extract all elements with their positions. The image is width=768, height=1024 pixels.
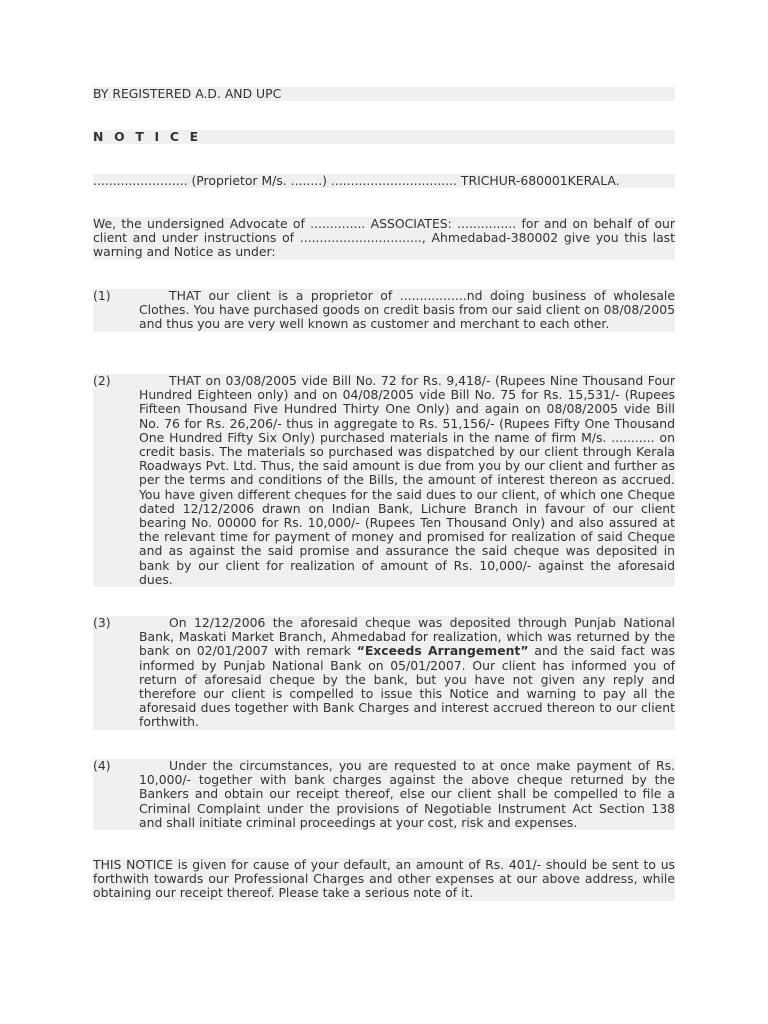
clause-text: Under the circumstances, you are requested to at once make payment of Rs. 10,000/- together with bank charges against the above cheque returned by the Bankers and obtain our receipt thereof, else our client shall be compelled to file a Criminal Complaint under the provisions of Negotiable Instrument Act Section 138 and shall initiate criminal proceedings at your cost, risk and expenses.: [139, 758, 675, 830]
clause-1: [93, 289, 675, 332]
closing-paragraph: THIS NOTICE is given for cause of your default, an amount of Rs. 401/- should be sent to us forthwith towards our Professional Charges and other expenses at our above address, while obtaining our receipt thereof. Please take a serious note of it.: [93, 857, 675, 901]
clause-number: (3): [93, 615, 111, 630]
clause-number: (1): [93, 288, 111, 303]
intro-paragraph: We, the undersigned Advocate of .............. ASSOCIATES: ............... for and on behalf of our client and under instructions of ..............................., Ahmedabad-380002 give you this last warning and Notice as under:: [93, 216, 675, 260]
notice-heading: N O T I C E: [93, 130, 675, 144]
clause-number: (4): [93, 758, 111, 773]
clause-text: THAT our client is a proprietor of .................nd doing business of wholesale Clothes. You have purchased goods on credit basis from our said client on 08/08/2005 and thus you are very well known as customer and merchant to each other.: [139, 288, 675, 332]
remark-emphasis: “Exceeds Arrangement”: [356, 643, 529, 659]
clause-number: (2): [93, 373, 111, 388]
clause-text: [139, 616, 675, 730]
clause-text-part: On 12/12/2006 the aforesaid cheque was deposited through Punjab National Bank, Maskati Market Branch, Ahmedabad for realization, which was returned by the bank on 02/01/2007 with remark: [139, 615, 675, 659]
clause-3: [93, 616, 675, 730]
clause-text-part: and the said fact was informed by Punjab National Bank on 05/01/2007. Our client has informed you of return of aforesaid cheque by the bank, but you have not given any reply and therefore our client is compelled to issue this Notice and warning to pay all the aforesaid dues together with Bank Charges and interest accrued thereon to our client forthwith.: [139, 643, 675, 730]
clause-text: THAT on 03/08/2005 vide Bill No. 72 for Rs. 9,418/- (Rupees Nine Thousand Four Hundred Eighteen only) and on 04/08/2005 vide Bill No. 75 for Rs. 15,531/- (Rupees Fifteen Thousand Five Hundred Thirty One Only) and again on 08/08/2005 vide Bill No. 76 for Rs. 26,206/- thus in aggregate to Rs. 51,156/- (Rupees Fifty One Thousand One Hundred Fifty Six Only) purchased materials in the name of firm M/s. ........... on credit basis. The materials so purchased was dispatched by our client through Kerala Roadways Pvt. Ltd. Thus, the said amount is due from you by our client and further as per the terms and conditions of the Bills, the amount of interest thereon as accrued. You have given different cheques for the said dues to our client, of which one Cheque dated 12/12/2006 drawn on Indian Bank, Lichure Branch in favour of our client bearing No. 00000 for Rs. 10,000/- (Rupees Ten Thousand Only) and also assured at the relevant time for payment of money and promised for realization of said Cheque and as against the said promise and assurance the said cheque was deposited in bank by our client for realization of amount of Rs. 10,000/- against the aforesaid dues.: [139, 373, 675, 587]
clause-2: [93, 374, 675, 587]
address-line: ........................ (Proprietor M/s. ........) ................................ TRICHUR-680001KERALA.: [93, 174, 675, 188]
delivery-line: BY REGISTERED A.D. AND UPC: [93, 87, 675, 101]
clause-4: [93, 759, 675, 830]
